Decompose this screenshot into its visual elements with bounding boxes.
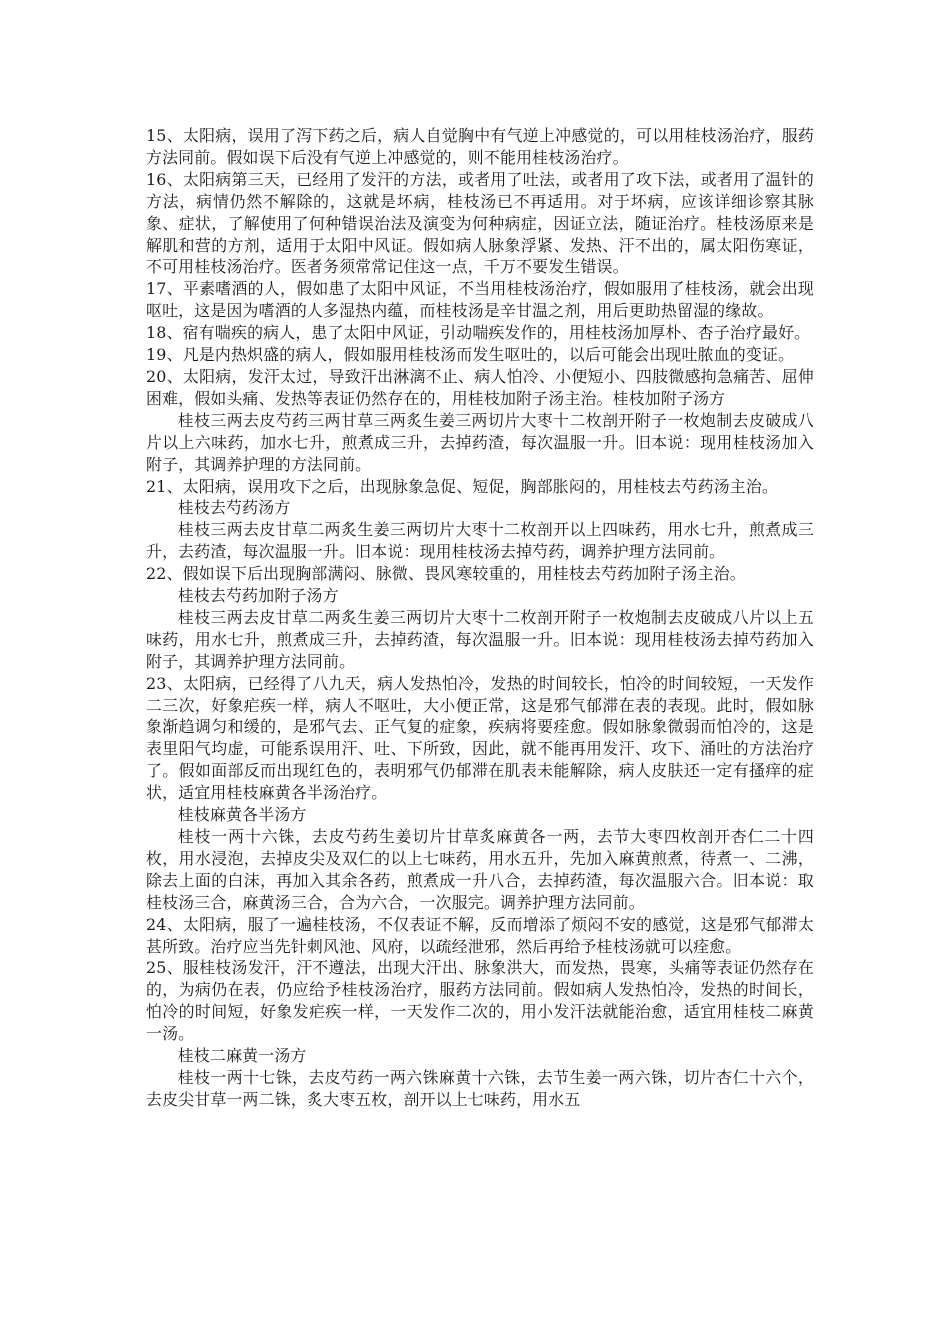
formula-guizhi-er-mahuang-yi: 桂枝一两十七铢，去皮芍药一两六铢麻黄十六铢，去节生姜一两六铢，切片杏仁十六个，去皮尖甘草一两二铢，炙大枣五枚，剖开以上七味药，用水五 — [146, 1067, 814, 1109]
formula-title-guizhi-mahuang-geban: 桂枝麻黄各半汤方 — [177, 805, 307, 825]
formula-title-guizhi-qu-shaoyao: 桂枝去芍药汤方 — [177, 498, 291, 518]
formula-guizhi-qu-shaoyao-jia-fuzi: 桂枝三两去皮甘草二两炙生姜三两切片大枣十二枚剖开附子一枚炮制去皮破成八片以上五味药，用水七升，煎煮成三升，去掉药渣，每次温服一升。旧本说：现用桂枝汤去掉芍药加入附子，其调养护理方法同前。 — [146, 607, 814, 671]
formula-guizhi-jia-fuzi: 桂枝三两去皮芍药三两甘草三两炙生姜三两切片大枣十二枚剖开附子一枚炮制去皮破成八片以上六味药，加水七升，煎煮成三升，去掉药渣，每次温服一升。旧本说：现用桂枝汤加入附子，其调养护理的方法同前。 — [146, 410, 814, 474]
paragraph-20: 20、太阳病，发汗太过，导致汗出淋漓不止、病人怕冷、小便短小、四肢微感拘急痛苦、屈伸困难，假如头痛、发热等表证仍然存在的，用桂枝加附子汤主治。桂枝加附子汤方 — [146, 366, 814, 408]
paragraph-17: 17、平素嗜酒的人，假如患了太阳中风证，不当用桂枝汤治疗，假如服用了桂枝汤，就会出现呕吐，这是因为嗜酒的人多湿热内蕴，而桂枝汤是辛甘温之剂，用后更助热留湿的缘故。 — [146, 279, 814, 321]
paragraph-18: 18、宿有喘疾的病人，患了太阳中风证，引动喘疾发作的，用桂枝汤加厚朴、杏子治疗最好。 — [146, 323, 811, 343]
paragraph-22: 22、假如误下后出现胸部满闷、脉微、畏风寒较重的，用桂枝去芍药加附子汤主治。 — [146, 564, 746, 584]
paragraph-24: 24、太阳病，服了一遍桂枝汤，不仅表证不解，反而增添了烦闷不安的感觉，这是邪气郁滞太甚所致。治疗应当先针刺风池、风府，以疏经泄邪，然后再给予桂枝汤就可以痊愈。 — [146, 914, 814, 956]
paragraph-23: 23、太阳病，已经得了八九天，病人发热怕冷，发热的时间较长，怕冷的时间较短，一天发作二三次，好象疟疾一样，病人不呕吐，大小便正常，这是邪气郁滞在表的表现。此时，假如脉象渐趋调匀和缓的，是邪气去、正气复的症象，疾病将要痊愈。假如脉象微弱而怕冷的，这是表里阳气均虚，可能系误用汗、吐、下所致，因此，就不能再用发汗、攻下、涌吐的方法治疗了。假如面部反而出现红色的，表明邪气仍郁滞在肌表未能解除，病人皮肤还一定有搔痒的症状，适宜用桂枝麻黄各半汤治疗。 — [146, 673, 814, 803]
paragraph-15: 15、太阳病，误用了泻下药之后，病人自觉胸中有气逆上冲感觉的，可以用桂枝汤治疗，服药方法同前。假如误下后没有气逆上冲感觉的，则不能用桂枝汤治疗。 — [146, 126, 814, 167]
paragraph-21: 21、太阳病，误用攻下之后，出现脉象急促、短促，胸部胀闷的，用桂枝去芍药汤主治。 — [146, 476, 779, 496]
document-page — [146, 125, 814, 1111]
paragraph-19: 19、凡是内热炽盛的病人，假如服用桂枝汤而发生呕吐的，以后可能会出现吐脓血的变证。 — [146, 345, 795, 365]
formula-title-guizhi-qu-shaoyao-jia-fuzi: 桂枝去芍药加附子汤方 — [177, 586, 339, 606]
formula-guizhi-mahuang-geban: 桂枝一两十六铢，去皮芍药生姜切片甘草炙麻黄各一两，去节大枣四枚剖开杏仁二十四枚，用水浸泡，去掉皮尖及双仁的以上七味药，用水五升，先加入麻黄煎煮，待煮一、二沸，除去上面的白沫，再加入其余各药，煎煮成一升八合，去掉药渣，每次温服六合。旧本说：取桂枝汤三合，麻黄汤三合，合为六合，一次服完。调养护理方法同前。 — [146, 827, 814, 912]
formula-title-guizhi-er-mahuang-yi: 桂枝二麻黄一汤方 — [177, 1046, 307, 1066]
formula-guizhi-qu-shaoyao: 桂枝三两去皮甘草二两炙生姜三两切片大枣十二枚剖开以上四味药，用水七升，煎煮成三升，去药渣，每次温服一升。旧本说：现用桂枝汤去掉芍药，调养护理方法同前。 — [146, 520, 814, 562]
paragraph-16: 16、太阳病第三天，已经用了发汗的方法，或者用了吐法，或者用了攻下法，或者用了温针的方法，病情仍然不解除的，这就是坏病，桂枝汤已不再适用。对于坏病，应该详细诊察其脉象、症状，了解使用了何种错误治法及演变为何种病症，因证立法，随证治疗。桂枝汤原来是解肌和营的方剂，适用于太阳中风证。假如病人脉象浮紧、发热、汗不出的，属太阳伤寒证，不可用桂枝汤治疗。医者务须常常记住这一点，千万不要发生错误。 — [146, 169, 814, 277]
paragraph-25: 25、服桂枝汤发汗，汗不遵法，出现大汗出、脉象洪大，而发热，畏寒，头痛等表证仍然存在的，为病仍在表，仍应给予桂枝汤治疗，服药方法同前。假如病人发热怕冷，发热的时间长，怕冷的时间短，好象发疟疾一样，一天发作二次的，用小发汗法就能治愈，适宜用桂枝二麻黄一汤。 — [146, 958, 814, 1044]
